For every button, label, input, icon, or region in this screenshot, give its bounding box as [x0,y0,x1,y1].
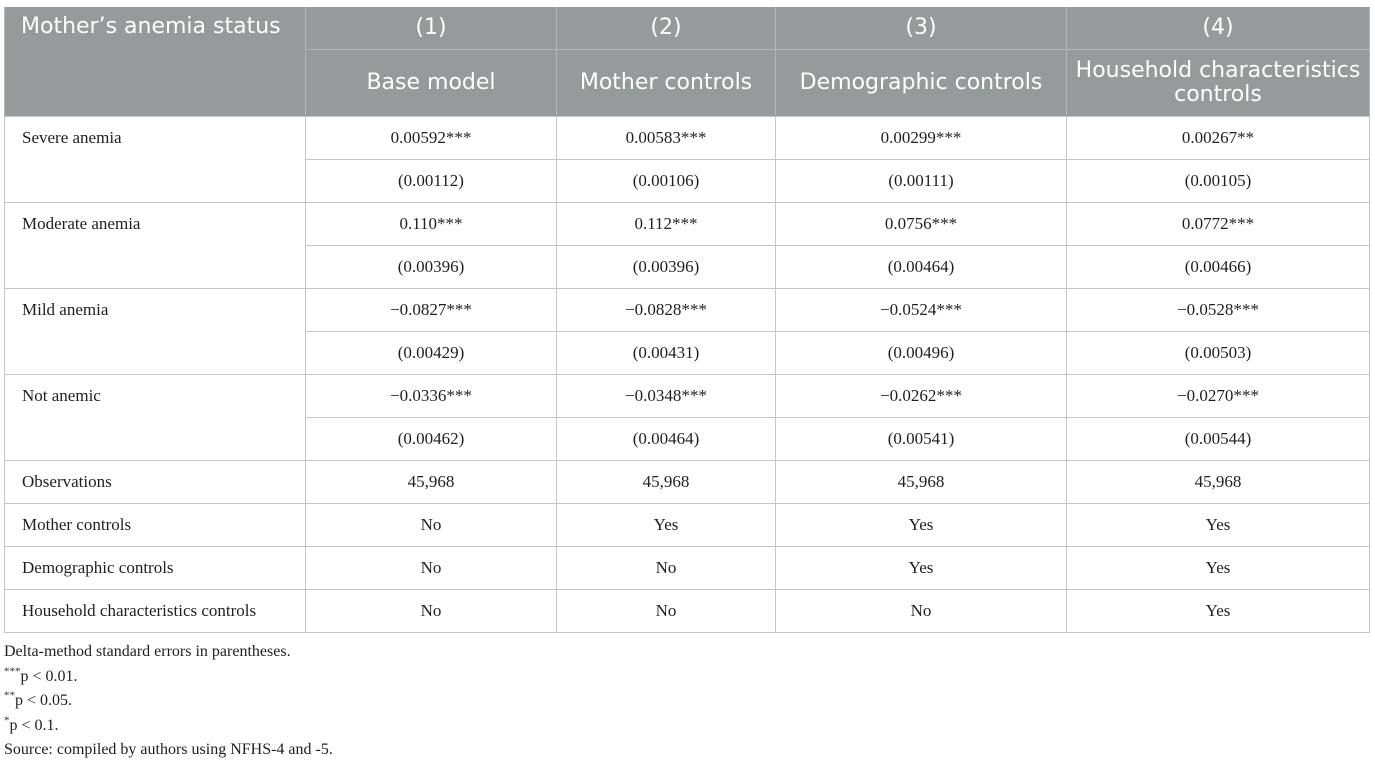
se-cell: (0.00462) [306,418,557,461]
header-col-4-number: (4) [1067,7,1370,50]
footnote-standard-errors: Delta-method standard errors in parentheses. [4,643,291,660]
se-cell: (0.00466) [1067,246,1370,289]
table-row-demographic-controls [5,547,1370,590]
table-row [5,203,1370,246]
header-demographic-controls: Demographic controls [776,50,1067,117]
table-header [5,7,1370,117]
table-row [5,375,1370,418]
coef-cell: −0.0348*** [557,375,776,418]
summary-cell: No [306,590,557,633]
sig-marker: ** [4,689,15,702]
se-cell: (0.00396) [557,246,776,289]
coef-cell: 0.0756*** [776,203,1067,246]
se-cell: (0.00396) [306,246,557,289]
sig-marker: *** [4,665,21,678]
se-cell: (0.00464) [776,246,1067,289]
row-label-mild-anemia: Mild anemia [5,289,306,375]
summary-cell: No [557,547,776,590]
footnote-sig-01 [4,714,333,739]
header-mother-controls: Mother controls [557,50,776,117]
row-label-observations: Observations [5,461,306,504]
coef-cell: −0.0262*** [776,375,1067,418]
summary-cell: 45,968 [1067,461,1370,504]
coef-cell: −0.0528*** [1067,289,1370,332]
coef-cell: −0.0524*** [776,289,1067,332]
summary-cell: Yes [1067,590,1370,633]
summary-cell: No [776,590,1067,633]
sig-text: p < 0.1. [9,716,59,734]
header-col-1-number: (1) [306,7,557,50]
header-col-2-number: (2) [557,7,776,50]
header-household-characteristics-controls: Household characteristics controls [1067,50,1370,117]
coef-cell: −0.0827*** [306,289,557,332]
sig-marker: * [4,714,10,727]
summary-cell: Yes [1067,547,1370,590]
coef-cell: 0.0772*** [1067,203,1370,246]
se-cell: (0.00429) [306,332,557,375]
coef-cell: −0.0828*** [557,289,776,332]
se-cell: (0.00541) [776,418,1067,461]
table-row-household-controls [5,590,1370,633]
footnote-sig-005 [4,689,333,714]
row-label-severe-anemia: Severe anemia [5,117,306,203]
table-row-mother-controls [5,504,1370,547]
sig-text: p < 0.05. [15,692,73,709]
se-cell: (0.00105) [1067,160,1370,203]
se-cell: (0.00106) [557,160,776,203]
row-label-not-anemic: Not anemic [5,375,306,461]
sig-text: p < 0.01. [20,667,78,685]
summary-cell: Yes [776,504,1067,547]
coef-cell: −0.0336*** [306,375,557,418]
summary-cell: Yes [557,504,776,547]
header-base-model: Base model [306,50,557,117]
footnote-source: Source: compiled by authors using NFHS-4 and -5. [4,741,333,758]
summary-cell: 45,968 [306,461,557,504]
table-footnotes [4,640,333,763]
se-cell: (0.00496) [776,332,1067,375]
summary-cell: 45,968 [557,461,776,504]
se-cell: (0.00503) [1067,332,1370,375]
summary-cell: No [306,504,557,547]
coef-cell: 0.112*** [557,203,776,246]
coef-cell: 0.110*** [306,203,557,246]
row-label-moderate-anemia: Moderate anemia [5,203,306,289]
header-col-3-number: (3) [776,7,1067,50]
coef-cell: 0.00583*** [557,117,776,160]
table-row [5,117,1370,160]
coef-cell: 0.00267** [1067,117,1370,160]
se-cell: (0.00111) [776,160,1067,203]
se-cell: (0.00112) [306,160,557,203]
se-cell: (0.00464) [557,418,776,461]
coef-cell: −0.0270*** [1067,375,1370,418]
table-row [5,289,1370,332]
coef-cell: 0.00299*** [776,117,1067,160]
footnote-sig-001 [4,665,333,690]
summary-cell: No [557,590,776,633]
summary-cell: Yes [776,547,1067,590]
row-label-mother-controls: Mother controls [5,504,306,547]
se-cell: (0.00544) [1067,418,1370,461]
summary-cell: 45,968 [776,461,1067,504]
summary-cell: No [306,547,557,590]
regression-table-container [4,7,1369,633]
se-cell: (0.00431) [557,332,776,375]
summary-cell: Yes [1067,504,1370,547]
row-label-household-characteristics-controls: Household characteristics controls [5,590,306,633]
header-mother-anemia-status: Mother’s anemia status [5,7,306,117]
table-body [5,117,1370,633]
table-row-observations [5,461,1370,504]
coef-cell: 0.00592*** [306,117,557,160]
regression-table [4,7,1370,633]
row-label-demographic-controls: Demographic controls [5,547,306,590]
header-row-numbers [5,7,1370,50]
